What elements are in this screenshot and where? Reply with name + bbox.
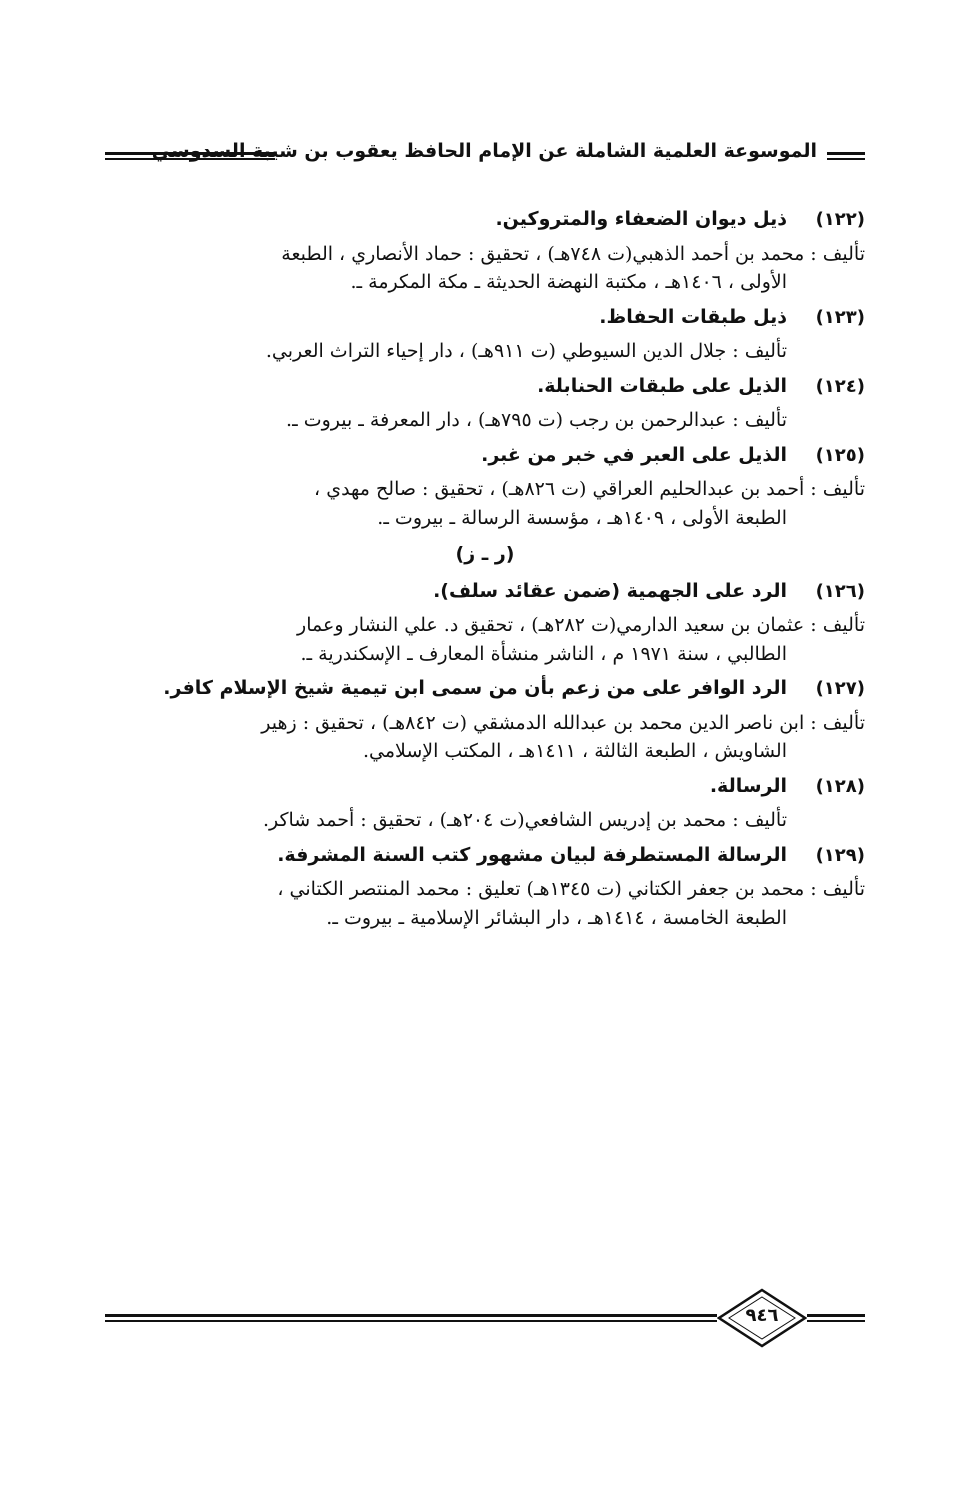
entry-number: (١٢٢) <box>815 209 865 230</box>
header-rule-right <box>827 152 865 160</box>
entry-heading <box>105 441 865 470</box>
entry-title: ذيل طبقات الحفاظ. <box>599 305 787 328</box>
entry-126 <box>105 577 865 669</box>
header-title: الموسوعة العلمية الشاملة عن الإمام الحافظ يعقوب بن شيبة السدوسي <box>151 140 817 162</box>
entry-body-line: الطالبي ، سنة ١٩٧١ م ، الناشر منشأة المعارف ـ الإسكندرية ـ. <box>300 642 787 665</box>
entry-body-line: تأليف : ابن ناصر الدين محمد بن عبدالله الدمشقي (ت ٨٤٢هـ) ، تحقيق : زهير <box>261 711 865 734</box>
entry-number: (١٢٤) <box>815 375 865 397</box>
entry-number: (١٢٩) <box>815 844 865 866</box>
header-rule-left <box>105 152 275 160</box>
entry-heading <box>105 372 865 401</box>
entry-number: (١٢٣) <box>815 306 865 328</box>
footer-rule-left <box>105 1314 717 1322</box>
entry-129 <box>105 841 865 933</box>
entry-body <box>105 337 865 366</box>
entry-title: الرسالة المستطرفة لبيان مشهور كتب السنة المشرفة. <box>277 843 787 866</box>
entry-body <box>105 611 865 668</box>
entry-title: ذيل ديوان الضعفاء والمتروكين. <box>495 208 787 230</box>
entry-heading <box>105 205 865 234</box>
entry-number: (١٢٧) <box>815 678 865 699</box>
entry-124 <box>105 372 865 435</box>
entry-body-line: تأليف : جلال الدين السيوطي (ت ٩١١هـ) ، دار إحياء التراث العربي. <box>265 340 787 362</box>
entry-127 <box>105 674 865 766</box>
entry-title: الرسالة. <box>709 774 787 797</box>
entry-body-line: تأليف : محمد بن جعفر الكتاني (ت ١٣٤٥هـ) تعليق : محمد المنتصر الكتاني ، <box>277 878 865 900</box>
entry-body-line: تأليف : عبدالرحمن بن رجب (ت ٧٩٥هـ) ، دار المعرفة ـ بيروت ـ. <box>286 409 787 431</box>
bibliography-list <box>105 205 865 938</box>
entry-body-line: تأليف : عثمان بن سعيد الدارمي(ت ٢٨٢هـ) ، تحقيق د. علي النشار وعمار <box>297 614 865 636</box>
entry-title: الذيل على طبقات الحنابلة. <box>537 374 787 397</box>
entry-body-line: الطبعة الخامسة ، ١٤١٤هـ ، دار البشائر الإسلامية ـ بيروت ـ. <box>326 906 787 929</box>
entry-title: الرد الوافر على من زعم بأن من سمى ابن تيمية شيخ الإسلام كافر. <box>163 677 787 699</box>
entry-body-line: الأولى ، ١٤٠٦هـ ، مكتبة النهضة الحديثة ـ مكة المكرمة ـ. <box>350 271 787 293</box>
entry-number: (١٢٨) <box>815 775 865 797</box>
page-number: ٩٤٦ <box>745 1305 779 1326</box>
entry-number: (١٢٦) <box>815 580 865 602</box>
entry-body <box>105 875 865 932</box>
entry-body-line: تأليف : محمد بن أحمد الذهبي(ت ٧٤٨هـ) ، تحقيق : حماد الأنصاري ، الطبعة <box>281 242 865 265</box>
running-header <box>105 138 865 178</box>
entry-heading <box>105 577 865 606</box>
entry-body-line: الشاويش ، الطبعة الثالثة ، ١٤١١هـ ، المكتب الإسلامي. <box>362 740 787 762</box>
entry-body-line: الطبعة الأولى ، ١٤٠٩هـ ، مؤسسة الرسالة ـ بيروت ـ. <box>377 506 787 529</box>
footer-rule-right <box>807 1314 865 1322</box>
entry-heading <box>105 303 865 332</box>
entry-128 <box>105 772 865 835</box>
entry-123 <box>105 303 865 366</box>
entry-body <box>105 806 865 835</box>
entry-body <box>105 240 865 297</box>
entry-title: الذيل على العبر في خبر من غبر. <box>481 443 787 466</box>
page-footer <box>105 1300 865 1360</box>
entry-body <box>105 475 865 532</box>
entry-title: الرد على الجهمية (ضمن عقائد سلف). <box>433 579 787 602</box>
entry-body-line: تأليف : أحمد بن عبدالحليم العراقي (ت ٨٢٦هـ) ، تحقيق : صالح مهدي ، <box>314 478 865 500</box>
entry-122 <box>105 205 865 297</box>
entry-body <box>105 709 865 766</box>
entry-number: (١٢٥) <box>815 444 865 466</box>
entry-heading <box>105 674 865 703</box>
entry-heading <box>105 772 865 801</box>
entry-body <box>105 406 865 435</box>
section-heading: (ر ـ ز) <box>455 543 515 565</box>
entry-body-line: تأليف : محمد بن إدريس الشافعي(ت ٢٠٤هـ) ، تحقيق : أحمد شاكر. <box>262 809 787 831</box>
entry-heading <box>105 841 865 870</box>
entry-125 <box>105 441 865 533</box>
